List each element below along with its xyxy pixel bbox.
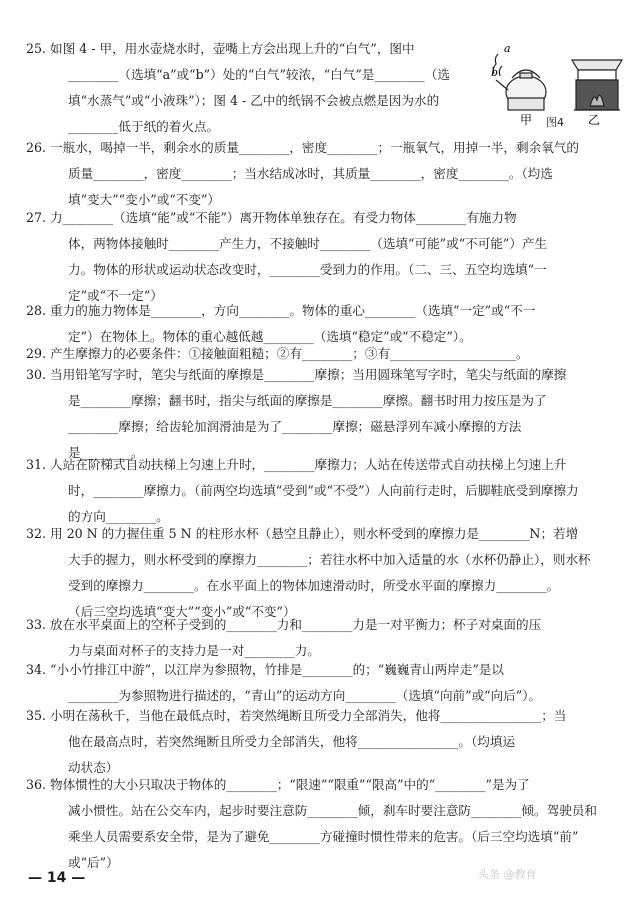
question-36 bbox=[26, 772, 614, 876]
question-line: 28. 重力的施力物体是________，方向________。物体的重心________（选填“一定”或“不一 bbox=[26, 303, 536, 318]
question-line: 是________摩擦；翻书时，指尖与纸面的摩擦是________摩擦。翻书时用力按压是为了 bbox=[68, 393, 547, 408]
label-a: a bbox=[504, 42, 511, 55]
label-yi: 乙 bbox=[588, 113, 601, 127]
question-line: 35. 小明在荡秋千，当他在最低点时，若突然绳断且所受力全部消失，他将________________；当 bbox=[26, 708, 567, 723]
question-line: （后三空均选填“变大”“变小”或“不变”） bbox=[68, 604, 296, 619]
question-line: 32. 用 20 N 的力握住重 5 N 的柱形水杯（悬空且静止），则水杯受到的摩擦力是________N；若增 bbox=[26, 526, 579, 541]
question-line: 填“变大”“变小”或“不变”） bbox=[68, 192, 220, 207]
question-line: 定”）在物体上。物体的重心越低越________（选填“稳定”或“不稳定”）。 bbox=[68, 329, 472, 344]
watermark: 头条 @教育 bbox=[478, 868, 537, 881]
question-line: 31. 人站在阶梯式自动扶梯上匀速上升时，________摩擦力；人站在传送带式自动扶梯上匀速上升 bbox=[26, 457, 567, 472]
question-line: 33. 放在水平桌面上的空杯子受到的________力和________力是一对平衡力；杯子对桌面的压 bbox=[26, 617, 542, 632]
question-line: 是________。 bbox=[68, 445, 144, 460]
question-line: 27. 力________（选填“能”或“不能”）离开物体单独存在。有受力物体________有施力物 bbox=[26, 210, 517, 225]
question-line: 29. 产生摩擦力的必要条件：①接触面粗糙；②有________；③有____________________。 bbox=[26, 346, 529, 361]
question-25 bbox=[26, 36, 484, 140]
question-line: ________摩擦；给齿轮加润滑油是为了________摩擦；磁悬浮列车减小摩擦的方法 bbox=[68, 419, 522, 434]
question-line: 体，两物体接触时________产生力，不接触时________（选填“可能”或“不可能”）产生 bbox=[68, 236, 548, 251]
question-line: 质量________，密度________；当水结成冰时，其质量________，密度________。（均选 bbox=[68, 166, 553, 181]
question-27 bbox=[26, 205, 614, 309]
question-line: ________为参照物进行描述的，“青山”的运动方向________（选填“向前”或“向后”）。 bbox=[68, 688, 542, 703]
question-line: 力。物体的形状或运动状态改变时，________受到力的作用。（二、三、五空均选填“一 bbox=[68, 262, 547, 277]
question-line: 时，________摩擦力。（前两空均选填“受到”或“不受”）人向前行走时，后脚鞋底受到摩擦力 bbox=[68, 483, 579, 498]
question-line: 或“后”） bbox=[68, 855, 119, 870]
paper-pot-icon bbox=[572, 60, 622, 110]
label-jia: 甲 bbox=[520, 113, 533, 127]
question-line: 动状态） bbox=[68, 760, 119, 775]
label-b: b bbox=[491, 66, 499, 79]
question-line: 36. 物体惯性的大小只取决于物体的________；“限速”“限重”“限高”中的“________”是为了 bbox=[26, 777, 530, 792]
question-line: 减小惯性。站在公交车内，起步时要注意防________倾，刹车时要注意防________倾。驾驶员和 bbox=[68, 803, 597, 818]
question-line: 30. 当用铅笔写字时，笔尖与纸面的摩擦是________摩擦；当用圆珠笔写字时，笔尖与纸面的摩擦 bbox=[26, 367, 567, 382]
question-line: 大手的握力，则水杯受到的摩擦力________；若往水杯中加入适量的水（水杯仍静止），则水杯 bbox=[68, 552, 591, 567]
question-line: 定”或“不一定”） bbox=[68, 288, 163, 303]
question-line: 26. 一瓶水，喝掉一半，剩余水的质量________，密度________；一瓶氧气，用掉一半，剩余氧气的 bbox=[26, 140, 579, 155]
question-line: 填“水蒸气”或“小液珠”）；图 4 - 乙中的纸锅不会被点燃是因为水的 bbox=[68, 93, 440, 108]
question-line: 的方向________。 bbox=[68, 509, 169, 524]
question-32 bbox=[26, 521, 614, 625]
question-30 bbox=[26, 362, 614, 466]
question-line: 34. “小小竹排江中游”，以江岸为参照物，竹排是________的；“巍巍青山两岸走”是以 bbox=[26, 662, 504, 677]
question-31 bbox=[26, 452, 614, 530]
question-26 bbox=[26, 135, 614, 213]
question-line: 受到的摩擦力________。在水平面上的物体加速滑动时，所受水平面的摩擦力________。 bbox=[68, 578, 560, 593]
figure-4 bbox=[490, 40, 628, 140]
figure-caption: 图4 bbox=[546, 116, 564, 129]
question-line: ________（选填“a”或“b”）处的“白气”较浓，“白气”是________（选 bbox=[68, 67, 450, 82]
question-34 bbox=[26, 657, 614, 709]
question-35 bbox=[26, 703, 614, 781]
question-line: 力与桌面对杯子的支持力是一对________力。 bbox=[68, 643, 320, 658]
page-number: — 14 — bbox=[28, 870, 86, 886]
question-line: ________低于纸的着火点。 bbox=[68, 119, 220, 134]
question-line: 他在最高点时，若突然绳断且所受力全部消失，他将________________。（均填运 bbox=[68, 734, 516, 749]
question-line: 乘坐人员需要系安全带，是为了避免________方碰撞时惯性带来的危害。（后三空均选填“前” bbox=[68, 829, 579, 844]
kettle-icon bbox=[493, 54, 546, 110]
question-line: 25. 如图 4 - 甲，用水壶烧水时，壶嘴上方会出现上升的“白气”，图中 bbox=[26, 41, 415, 56]
